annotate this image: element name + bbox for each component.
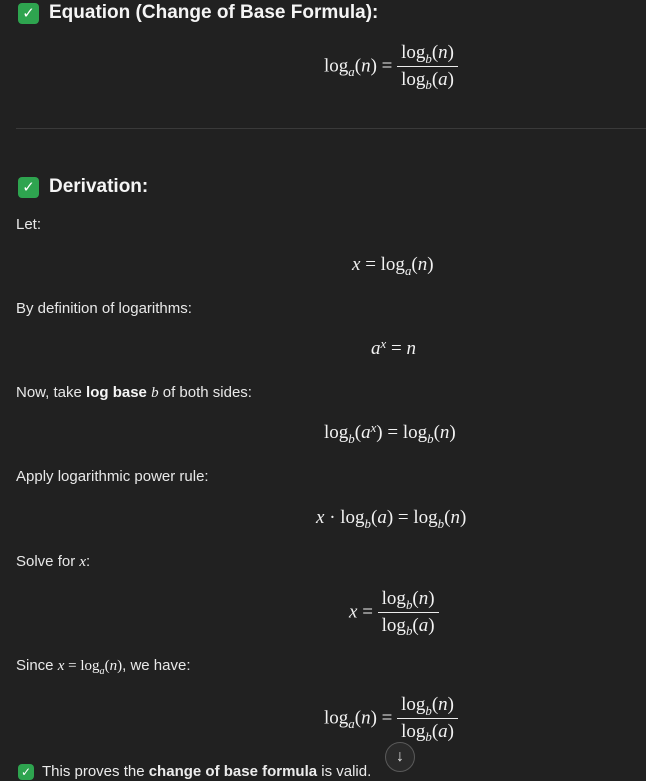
- section-divider: [16, 128, 646, 129]
- equation-log-both-sides: $\log_b(a^x) = \log_b(n)$: [324, 419, 456, 446]
- definition-text: By definition of logarithms:: [16, 300, 192, 317]
- equation-heading-label: Equation (Change of Base Formula):: [49, 2, 379, 23]
- equation-solve-x: x = $\frac{\log_b(n)}{\log_b(a)}$: [349, 589, 439, 637]
- check-icon: ✓: [18, 177, 39, 198]
- conclusion-line: [18, 763, 371, 780]
- scroll-down-button[interactable]: [385, 742, 415, 772]
- check-icon: ✓: [18, 764, 34, 780]
- derivation-heading: [18, 176, 148, 198]
- equation-heading: [18, 2, 378, 24]
- equation-x-def: $x = \log_a(n)$: [352, 254, 434, 278]
- power-rule-text: Apply logarithmic power rule:: [16, 468, 209, 485]
- change-of-base-formula: $\log_a(n)$ = $\frac{\log_b(n)}{\log_b(a)}$: [324, 43, 458, 91]
- since-text: Since $x = \log_a(n)$, we have:: [16, 657, 191, 677]
- take-log-text: Now, take log base b of both sides:: [16, 384, 252, 401]
- let-text: Let:: [16, 216, 42, 233]
- conclusion-text: This proves the change of base formula is valid.: [42, 763, 372, 780]
- equation-power-rule: $x \cdot \log_b(a) = \log_b(n)$: [316, 507, 467, 531]
- change-of-base-formula-final: $\log_a(n)$ = $\frac{\log_b(n)}{\log_b(a)}$: [324, 695, 458, 743]
- equation-exponential: $a^x = n$: [371, 335, 416, 359]
- solve-text: Solve for x:: [16, 553, 91, 570]
- check-icon: ✓: [18, 3, 39, 24]
- derivation-heading-label: Derivation:: [49, 176, 149, 197]
- arrow-down-icon: ↓: [396, 748, 404, 765]
